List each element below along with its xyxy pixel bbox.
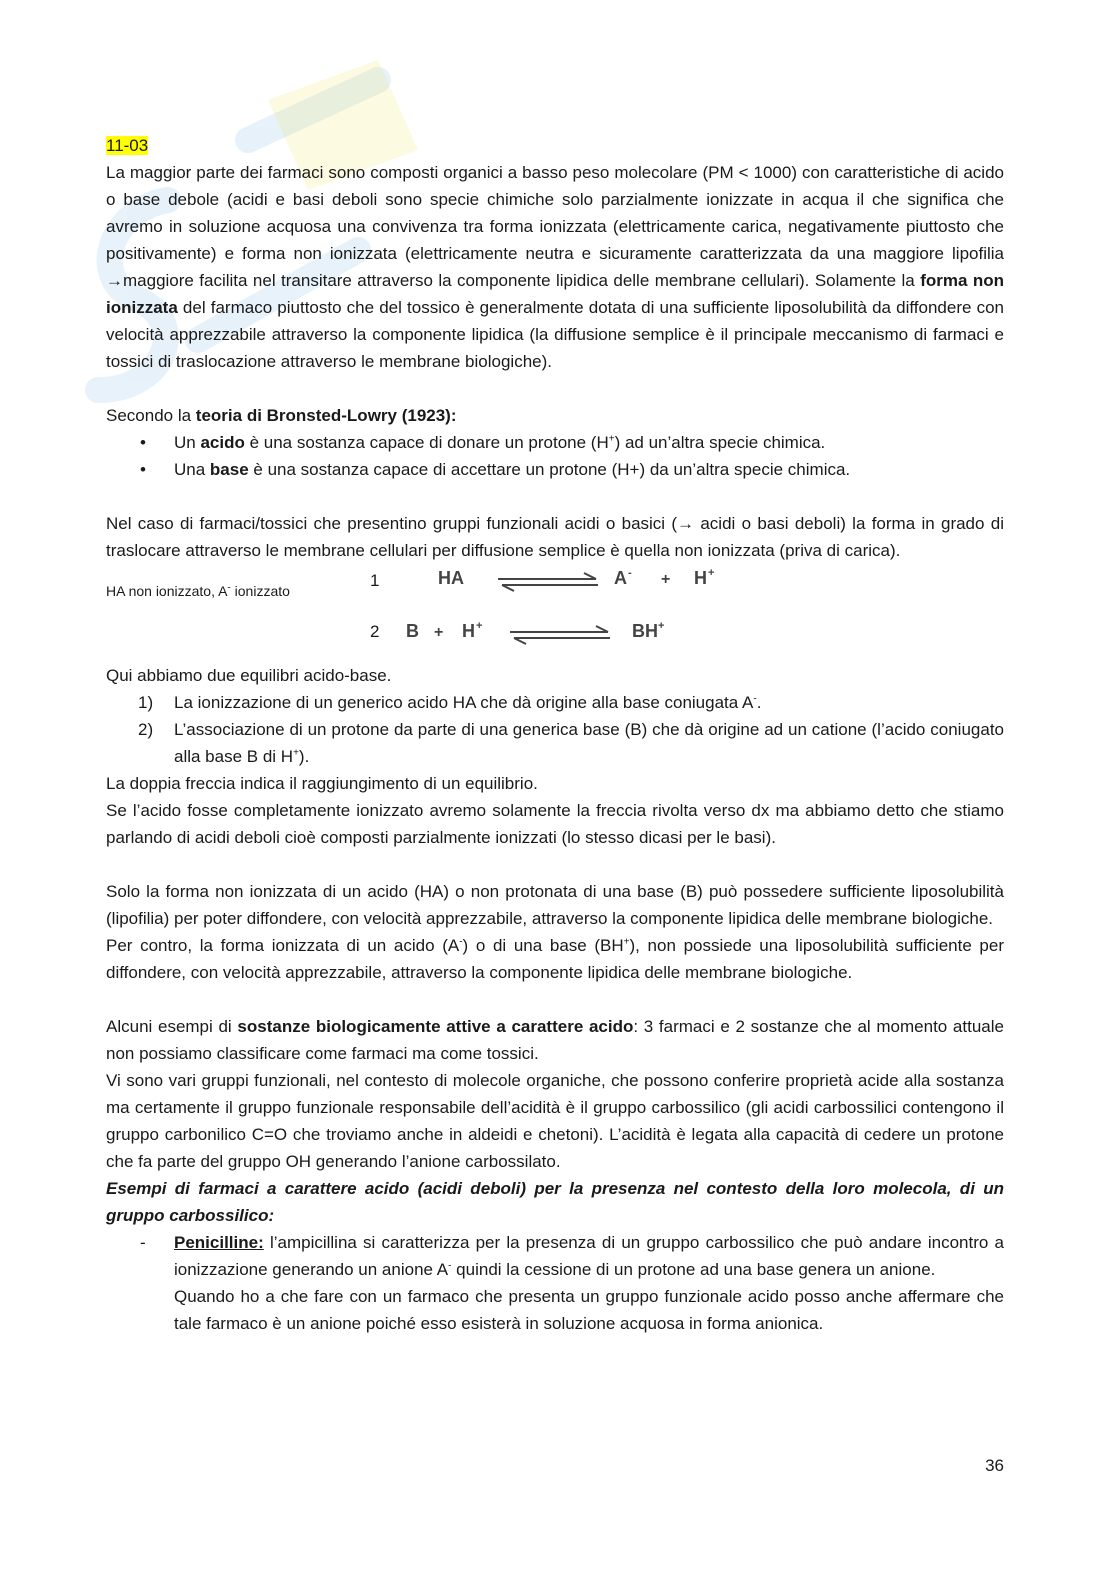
eq1-h-sup: + xyxy=(708,567,715,579)
paragraph-equilibri: Qui abbiamo due equilibri acido-base. xyxy=(106,666,392,685)
paragraph-doppia-freccia: La doppia freccia indica il raggiungimento di un equilibrio. xyxy=(106,774,538,793)
equilibrium-arrow-2 xyxy=(510,626,610,644)
eq1-plus: + xyxy=(661,571,671,588)
equation-caption: HA non ionizzato, A- ionizzato xyxy=(106,582,290,599)
paragraph-per-contro: Per contro, la forma ionizzata di un acido (A-) o di una base (BH+), non possiede una liposolubilità sufficiente per diffondere, con velocità apprezzabile, attraverso la componente lipidica delle membrane biologiche. xyxy=(106,936,1005,982)
paragraph-gruppi-funzionali: Vi sono vari gruppi funzionali, nel contesto di molecole organiche, che possono conferire proprietà acide alla sostanza ma certamente il gruppo funzionale responsabile dell’acidità è il gruppo carbossilico (gli acidi carbossilici contengono il gruppo carbonilico C=O che troviamo anche in aldeidi e chetoni). L’acidità è legata alla capacità di cedere un protone che fa parte del gruppo OH generando l’anione carbossilato. xyxy=(106,1071,1004,1171)
page-number: 36 xyxy=(985,1456,1004,1475)
equations-svg xyxy=(346,564,866,662)
paragraph-solo-forma: Solo la forma non ionizzata di un acido (HA) o non protonata di una base (B) può possedere sufficiente liposolubilità (lipofilia) per poter diffondere, con velocità apprezzabile, attraverso la componente lipidica delle membrane biologiche. xyxy=(106,882,1004,928)
section-tag: 11-03 xyxy=(106,136,149,155)
eq2-plus: + xyxy=(434,624,444,641)
eq2-bh-sup: + xyxy=(658,620,665,632)
list-item: • Una base è una sostanza capace di accettare un protone (H+) da un’altra specie chimica. xyxy=(106,456,1004,483)
eq2-h: H xyxy=(462,621,475,641)
eq1-a-sup: - xyxy=(628,567,632,579)
paragraph-farmaci-tossici: Nel caso di farmaci/tossici che presentino gruppi funzionali acidi o basici (→ acidi o basi deboli) la forma in grado di traslocare attraverso le membrane cellulari per diffusione semplice è quella non ionizzata (priva di carica). xyxy=(106,514,1004,560)
eq1-ha: HA xyxy=(438,568,464,588)
paragraph-intro: La maggior parte dei farmaci sono composti organici a basso peso molecolare (PM < 1000) con caratteristiche di acido o base debole (acidi e basi deboli sono specie chimiche solo parzialmente ionizzate in acqua il che significa che avremo in soluzione acquosa una convivenza tra forma ionizzata (elettricamente carica, negativamente piuttosto che positivamente) e forma non ionizzata (elettricamente neutra e sicuramente caratterizzata da una maggiore lipofilia →maggiore facilita nel transitare attraverso la componente lipidica delle membrane cellulari). Solamente la forma non ionizzata del farmaco piuttosto che del tossico è generalmente dotata di una sufficiente liposolubilità da diffondere con velocità apprezzabile attraverso la componente lipidica (la diffusione semplice è il principale meccanismo di farmaci e tossici di traslocazione attraverso le membrane biologiche). xyxy=(106,163,1004,371)
bronsted-heading: Secondo la teoria di Bronsted-Lowry (1923): xyxy=(106,406,457,425)
eq2-h-sup: + xyxy=(476,620,483,632)
eq1-a: A xyxy=(614,568,627,588)
paragraph-alcuni-esempi: Alcuni esempi di sostanze biologicamente attive a carattere acido: 3 farmaci e 2 sostanze che al momento attuale non possiamo classificare come farmaci ma come tossici. xyxy=(106,1017,1004,1063)
eq1-h: H xyxy=(694,568,707,588)
document-page xyxy=(106,132,1004,1337)
equilibrium-figure xyxy=(106,564,1004,662)
equilibri-list xyxy=(106,689,1004,770)
list-item: 1) La ionizzazione di un generico acido HA che dà origine alla base coniugata A-. xyxy=(138,693,762,712)
equilibrium-arrow-1 xyxy=(498,573,598,591)
list-item-penicilline: - Penicilline: l’ampicillina si caratterizza per la presenza di un gruppo carbossilico che può andare incontro a ionizzazione generando un anione A- quindi la cessione di un protone ad una base genera un anione. Quando ho a che fare con un farmaco che presenta un gruppo funzionale acido posso anche affermare che tale farmaco è un anione poiché esso esisterà in soluzione acquosa in forma anionica. xyxy=(140,1233,1004,1333)
equation-number-2: 2 xyxy=(370,622,380,641)
eq2-bh: BH xyxy=(632,621,658,641)
eq2-b: B xyxy=(406,621,419,641)
equation-number-1: 1 xyxy=(370,571,380,590)
list-item: • Un acido è una sostanza capace di donare un protone (H+) ad un’altra specie chimica. xyxy=(106,429,1004,456)
list-item: 2) L’associazione di un protone da parte di una generica base (B) che dà origine ad un catione (l’acido coniugato alla base B di H+). xyxy=(138,720,1004,766)
bronsted-list xyxy=(106,429,1004,483)
paragraph-esempi-farmaci: Esempi di farmaci a carattere acido (acidi deboli) per la presenza nel contesto della loro molecola, di un gruppo carbossilico: xyxy=(106,1179,1004,1225)
paragraph-se-acido: Se l’acido fosse completamente ionizzato avremo solamente la freccia rivolta verso dx ma abbiamo detto che stiamo parlando di acidi deboli cioè composti parzialmente ionizzati (lo stesso dicasi per le basi). xyxy=(106,801,1004,847)
